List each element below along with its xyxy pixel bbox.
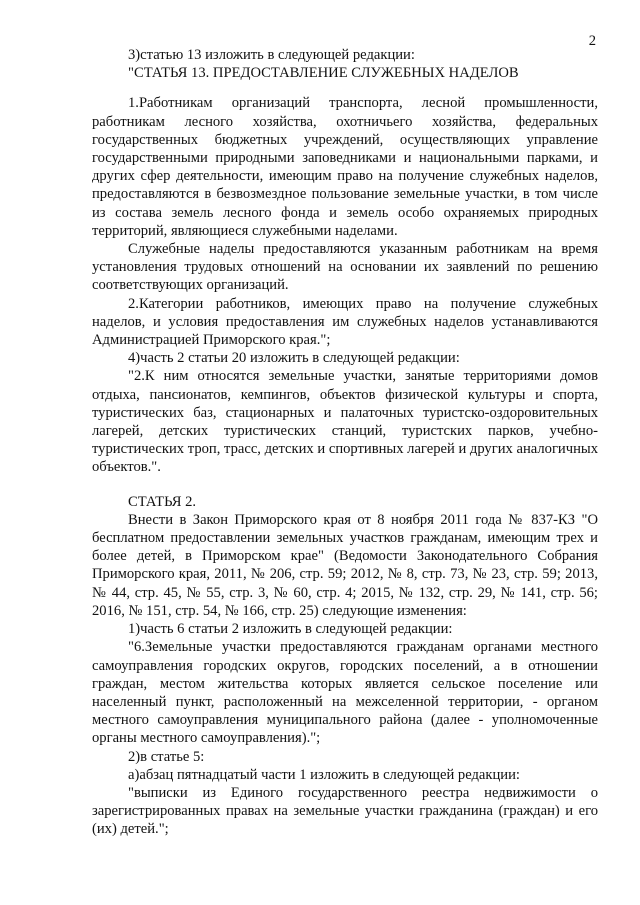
paragraph: 1)часть 6 статьи 2 изложить в следующей редакции: <box>128 621 453 638</box>
paragraph: 2.Категории работников, имеющих право на получение служебных наделов, и условия предоставления им служебных наделов устанавливаются Администрацией Приморского края."; <box>92 295 598 349</box>
article-title: "СТАТЬЯ 13. ПРЕДОСТАВЛЕНИЕ СЛУЖЕБНЫХ НАДЕЛОВ <box>128 65 519 82</box>
section-heading: СТАТЬЯ 2. <box>128 493 197 510</box>
paragraph: Внести в Закон Приморского края от 8 ноября 2011 года № 837-КЗ "О бесплатном предоставлении земельных участков гражданам, имеющим трех и более детей, в Приморском крае" (Ведомости Законодательного Собрания Приморского края, 2011, № 206, стр. 59; 2012, № 8, стр. 73, № 23, стр. 59; 2013, № 44, стр. 45, № 55, стр. 3, № 60, стр. 4; 2015, № 132, стр. 29, № 141, стр. 56; 2016, № 151, стр. 54, № 166, стр. 25) следующие изменения: <box>92 511 598 619</box>
paragraph: а)абзац пятнадцатый части 1 изложить в следующей редакции: <box>128 766 520 783</box>
paragraph: 1.Работникам организаций транспорта, лесной промышленности, работникам лесного хозяйства, охотничьего хозяйства, федеральных государственных бюджетных учреждений, осуществляющих управление государственными природными заповедниками и национальными парками, и других сфер деятельности, имеющим право на получение служебных наделов, предоставляются в безвозмездное пользование земельные участки, в том числе из состава земель лесного фонда и земель особо охраняемых природных территорий, являющиеся служебными наделами. <box>92 95 598 239</box>
document-body <box>92 46 598 839</box>
page-number: 2 <box>588 33 596 49</box>
paragraph: Служебные наделы предоставляются указанным работникам на время установления трудовых отношений на основании их заявлений по решению соответствующих организаций. <box>92 241 598 294</box>
amendment-intro: 3)статью 13 изложить в следующей редакции: <box>128 47 415 63</box>
paragraph: 2)в статье 5: <box>128 748 205 765</box>
paragraph: 4)часть 2 статьи 20 изложить в следующей редакции: <box>128 350 460 367</box>
paragraph: "6.Земельные участки предоставляются гражданам органами местного самоуправления городских округов, городских поселений, а в отношении граждан, местом жительства которых является сельское поселение или населенный пункт, расположенный на межселенной территории, - органом местного самоуправления муниципального района (далее - уполномоченные органы местного самоуправления)."; <box>92 639 598 747</box>
paragraph: "выписки из Единого государственного реестра недвижимости о зарегистрированных правах на земельные участки гражданина (граждан) и его (их) детей."; <box>92 784 598 838</box>
paragraph: "2.К ним относятся земельные участки, занятые территориями домов отдыха, пансионатов, кемпингов, объектов физической культуры и спорта, туристических баз, стационарных и палаточных туристско-оздоровительных лагерей, детских туристических станций, туристских парков, учебно-туристических троп, трасс, детских и спортивных лагерей и других аналогичных объектов.". <box>92 368 598 476</box>
